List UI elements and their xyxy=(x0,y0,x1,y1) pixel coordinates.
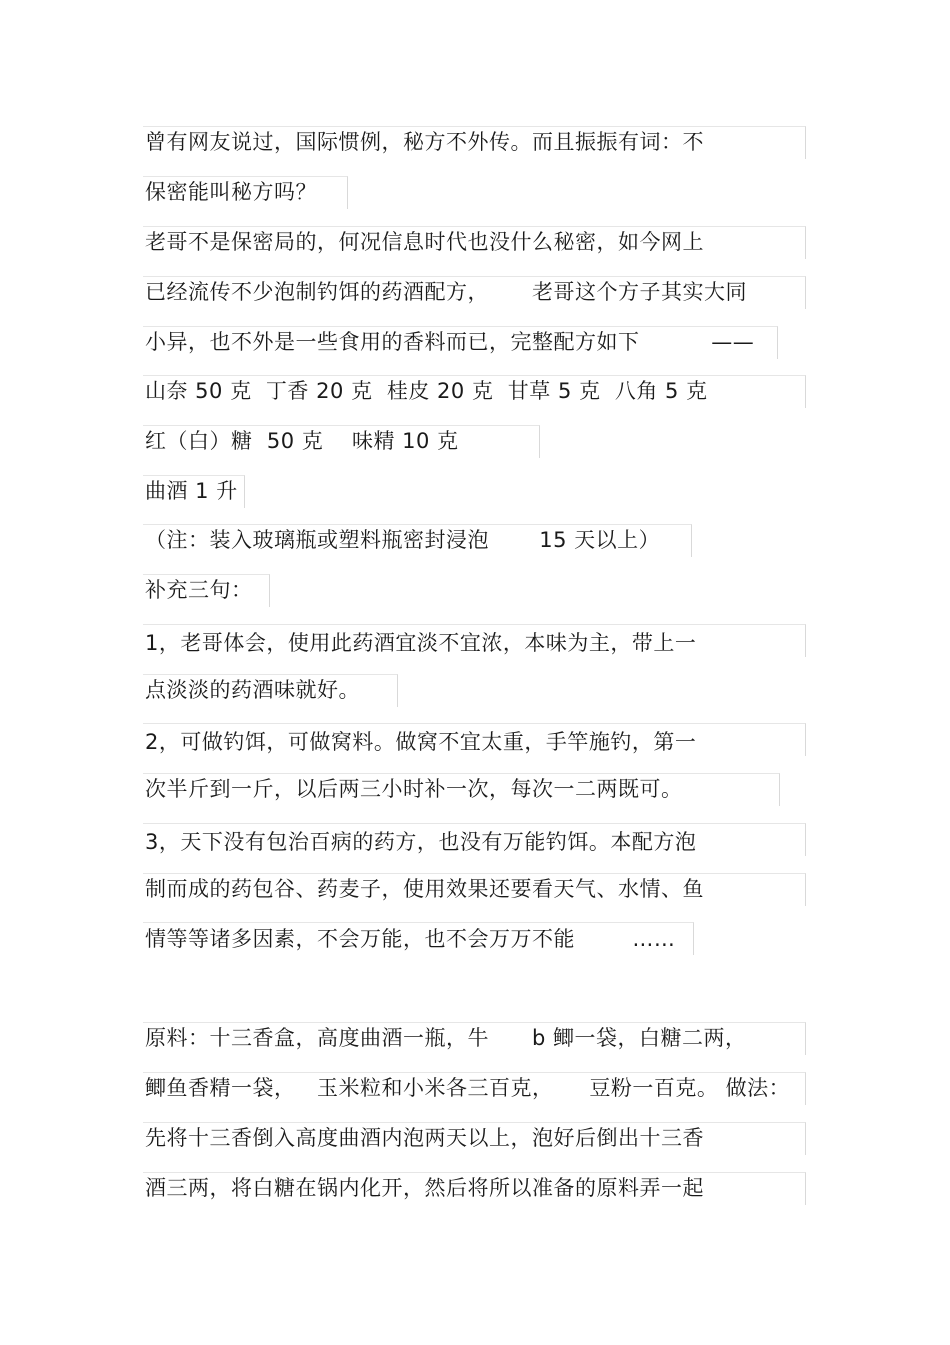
recipe-line: 红（白）糖 50 克 味精 10 克 xyxy=(145,429,459,453)
paragraph-line: 酒三两，将白糖在锅内化开，然后将所以准备的原料弄一起 xyxy=(145,1176,704,1200)
paragraph-line: 小异，也不外是一些食用的香料而已，完整配方如下 —— xyxy=(145,330,755,354)
paragraph-line: 保密能叫秘方吗？ xyxy=(145,180,317,204)
list-item: 情等等诸多因素，不会万能，也不会万万不能 …… xyxy=(145,927,676,951)
paragraph-line: 已经流传不少泡制钓饵的药酒配方， 老哥这个方子其实大同 xyxy=(145,280,748,304)
list-item: 次半斤到一斤，以后两三小时补一次，每次一二两既可。 xyxy=(145,777,683,801)
note-line: （注：装入玻璃瓶或塑料瓶密封浸泡 15 天以上） xyxy=(145,528,661,552)
paragraph-line: 曾有网友说过，国际惯例，秘方不外传。而且振振有词：不 xyxy=(145,130,704,154)
recipe-line: 山奈 50 克 丁香 20 克 桂皮 20 克 甘草 5 克 八角 5 克 xyxy=(145,379,708,403)
list-item: 2，可做钓饵，可做窝料。做窝不宜太重，手竿施钓，第一 xyxy=(145,730,697,754)
paragraph-line: 鲫鱼香精一袋， 玉米粒和小米各三百克， 豆粉一百克。 做法： xyxy=(145,1076,791,1100)
list-item: 1，老哥体会，使用此药酒宜淡不宜浓，本味为主，带上一 xyxy=(145,631,697,655)
paragraph-line: 原料：十三香盒，高度曲酒一瓶，牛 b 鲫一袋，白糖二两， xyxy=(145,1026,747,1050)
list-item: 点淡淡的药酒味就好。 xyxy=(145,678,360,702)
recipe-line: 曲酒 1 升 xyxy=(145,479,238,503)
paragraph-line: 先将十三香倒入高度曲酒内泡两天以上，泡好后倒出十三香 xyxy=(145,1126,704,1150)
list-item: 3，天下没有包治百病的药方，也没有万能钓饵。本配方泡 xyxy=(145,830,697,854)
paragraph-line: 老哥不是保密局的，何况信息时代也没什么秘密，如今网上 xyxy=(145,230,704,254)
list-item: 制而成的药包谷、药麦子，使用效果还要看天气、水情、鱼 xyxy=(145,877,704,901)
subheading: 补充三句： xyxy=(145,578,253,602)
